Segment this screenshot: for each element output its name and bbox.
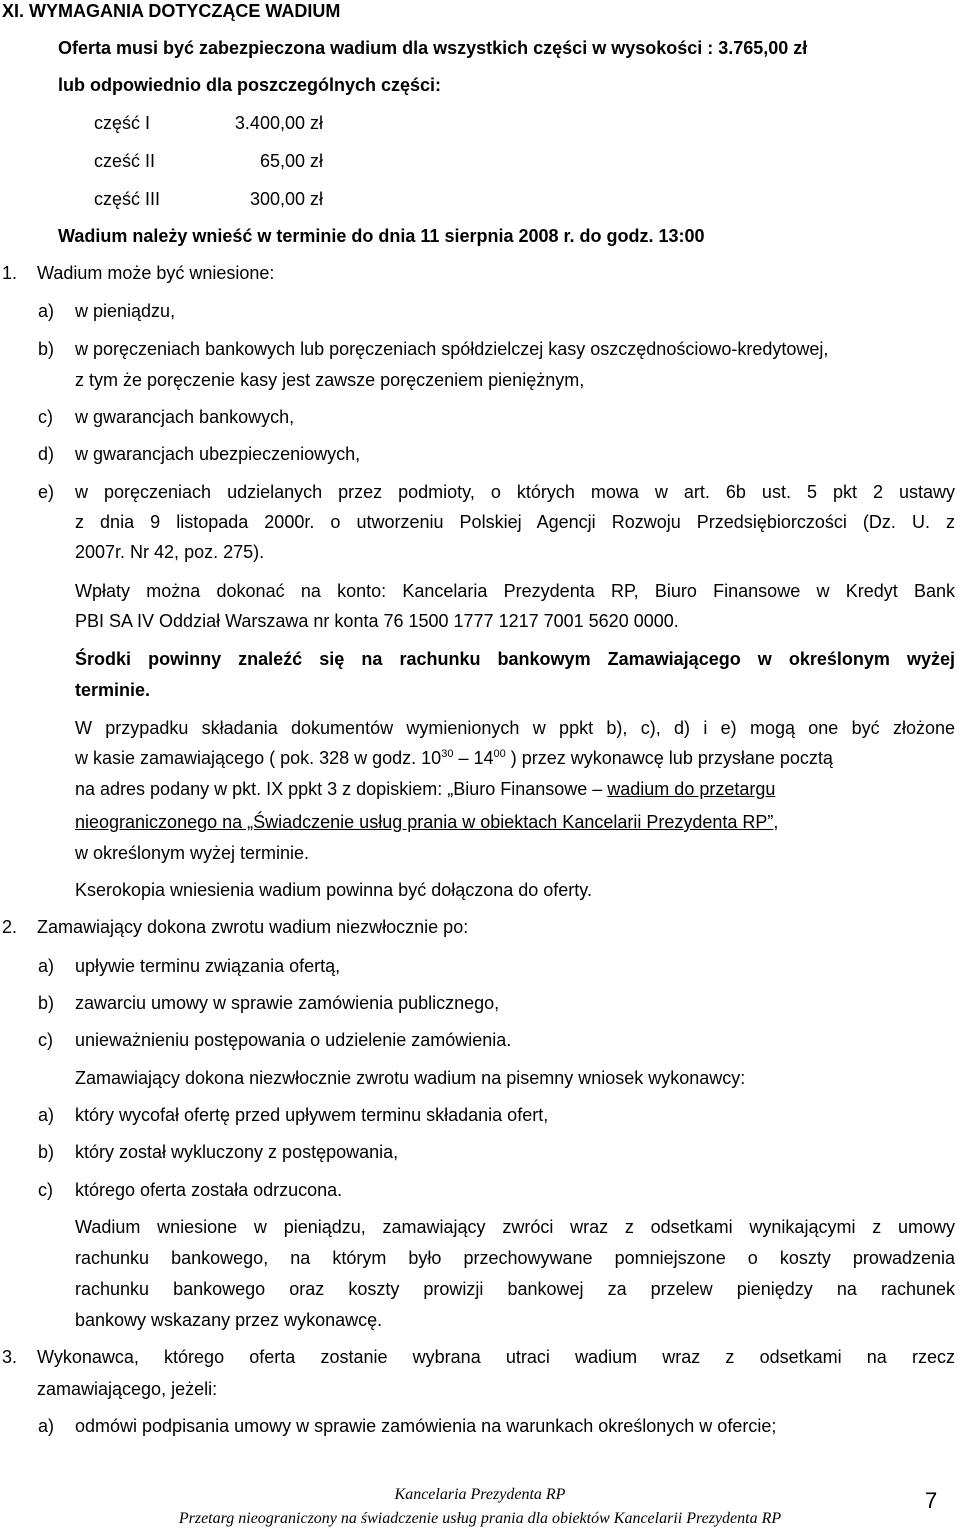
time-superscript: 30 — [441, 748, 454, 760]
list-marker: c) — [38, 407, 53, 427]
list-marker: e) — [38, 482, 55, 502]
part-label: cześć II — [94, 151, 156, 171]
list-marker: a) — [38, 956, 55, 976]
page-number: 7 — [925, 1488, 938, 1513]
list-item-cont: z dnia 9 listopada 2000r. o utworzeniu Polskiej Agencji Rozwoju Przedsiębiorczości (Dz. U. z — [75, 512, 955, 532]
list-marker: c) — [38, 1030, 53, 1050]
list-item: zawarciu umowy w sprawie zamówienia publicznego, — [75, 993, 500, 1013]
paragraph-line — [75, 747, 955, 769]
part-label: część I — [94, 113, 151, 133]
footer-title: Przetarg nieograniczony na świadczenie usług prania dla obiektów Kancelarii Prezydenta RP — [178, 1510, 782, 1527]
list-item: który został wykluczony z postępowania, — [75, 1142, 399, 1162]
paragraph-line: rachunku bankowego, na którym było przechowywane pomniejszone o koszty prowadzenia — [75, 1248, 955, 1268]
paragraph-line: rachunku bankowego oraz koszty prowizji bankowej za przelew pieniędzy na rachunek — [75, 1279, 955, 1299]
list-item: upływie terminu związania ofertą, — [75, 956, 341, 976]
part-amount: 3.400,00 zł — [234, 113, 323, 133]
list-item: w pieniądzu, — [75, 301, 176, 321]
list-marker: a) — [38, 1416, 55, 1436]
text-fragment: ) przez wykonawcę lub przysłane pocztą — [505, 748, 833, 768]
part-label: część III — [94, 189, 161, 209]
list-marker: d) — [38, 444, 55, 464]
list-item: odmówi podpisania umowy w sprawie zamówienia na warunkach określonych w ofercie; — [75, 1416, 777, 1436]
list-item-cont: 2007r. Nr 42, poz. 275). — [75, 542, 265, 562]
paragraph-line: Wadium wniesione w pieniądzu, zamawiający zwróci wraz z odsetkami wynikającymi z umowy — [75, 1217, 955, 1237]
text-fragment: w kasie zamawiającego ( pok. 328 w godz. 10 — [75, 748, 442, 768]
paragraph-line: bankowy wskazany przez wykonawcę. — [75, 1310, 383, 1330]
underlined-fragment: wadium do przetargu — [607, 779, 776, 799]
paragraph-line — [75, 811, 778, 833]
point-lead: Wadium może być wniesione: — [37, 263, 275, 283]
paragraph-line — [75, 778, 775, 800]
paragraph-line: w określonym wyżej terminie. — [75, 843, 310, 863]
copy-note: Kserokopia wniesienia wadium powinna być dołączona do oferty. — [75, 880, 592, 900]
list-marker: b) — [38, 993, 55, 1013]
point-lead-cont: zamawiającego, jeżeli: — [37, 1379, 218, 1399]
list-item: w poręczeniach bankowych lub poręczeniach spółdzielczej kasy oszczędnościowo-kredytowej, — [75, 339, 829, 359]
list-item: unieważnieniu postępowania o udzielenie zamówienia. — [75, 1030, 512, 1050]
payment-line: PBI SA IV Oddział Warszawa nr konta 76 1500 1777 1217 7001 5620 0000. — [75, 611, 679, 631]
list-marker: a) — [38, 301, 55, 321]
time-superscript: 00 — [493, 748, 506, 760]
payment-line: Wpłaty można dokonać na konto: Kancelaria Prezydenta RP, Biuro Finansowe w Kredyt Bank — [75, 581, 955, 601]
text-fragment: na adres podany w pkt. IX ppkt 3 z dopiskiem: „Biuro Finansowe – — [75, 779, 608, 799]
footer-org: Kancelaria Prezydenta RP — [394, 1486, 566, 1503]
list-marker: a) — [38, 1105, 55, 1125]
point-lead: Zamawiający dokona niezwłocznie zwrotu wadium na pisemny wniosek wykonawcy: — [75, 1068, 746, 1088]
paragraph-line: W przypadku składania dokumentów wymienionych w ppkt b), c), d) i e) mogą one być złożone — [75, 718, 955, 738]
list-item: w poręczeniach udzielanych przez podmioty, o których mowa w art. 6b ust. 5 pkt 2 ustawy — [75, 482, 955, 502]
funds-line: terminie. — [75, 680, 151, 700]
text-fragment: , — [773, 812, 779, 832]
list-item-cont: z tym że poręczenie kasy jest zawsze poręczeniem pieniężnym, — [75, 370, 585, 390]
list-item: w gwarancjach bankowych, — [75, 407, 295, 427]
deadline-line: Wadium należy wnieść w terminie do dnia 11 sierpnia 2008 r. do godz. 13:00 — [58, 226, 705, 246]
point-number: 2. — [2, 917, 18, 937]
point-lead: Wykonawca, którego oferta zostanie wybrana utraci wadium wraz z odsetkami na rzecz — [37, 1347, 955, 1367]
point-number: 3. — [2, 1347, 18, 1367]
list-item: który wycofał ofertę przed upływem terminu składania ofert, — [75, 1105, 549, 1125]
list-marker: b) — [38, 1142, 55, 1162]
list-item: którego oferta została odrzucona. — [75, 1180, 343, 1200]
part-amount: 65,00 zł — [259, 151, 323, 171]
text-fragment: – 14 — [453, 748, 494, 768]
point-number: 1. — [2, 263, 18, 283]
underlined-fragment: nieograniczonego na „Świadczenie usług prania w obiektach Kancelarii Prezydenta RP” — [75, 812, 774, 832]
list-marker: b) — [38, 339, 55, 359]
list-item: w gwarancjach ubezpieczeniowych, — [75, 444, 361, 464]
part-amount: 300,00 zł — [249, 189, 323, 209]
section-heading: XI. WYMAGANIA DOTYCZĄCE WADIUM — [2, 1, 341, 21]
intro-line: Oferta musi być zabezpieczona wadium dla wszystkich części w wysokości : 3.765,00 zł — [58, 38, 808, 58]
funds-line: Środki powinny znaleźć się na rachunku bankowym Zamawiającego w określonym wyżej — [75, 649, 955, 669]
intro-line: lub odpowiednio dla poszczególnych części: — [58, 75, 442, 95]
point-lead: Zamawiający dokona zwrotu wadium niezwłocznie po: — [37, 917, 469, 937]
list-marker: c) — [38, 1180, 53, 1200]
